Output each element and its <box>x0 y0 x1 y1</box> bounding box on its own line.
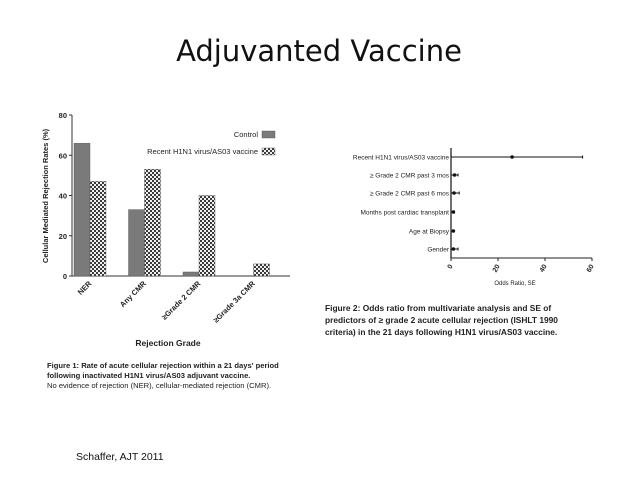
row-label: ≥ Grade 2 CMR past 6 mos <box>369 190 449 198</box>
category-label: ≥Grade 2 CMR <box>159 279 203 322</box>
row-label: ≥ Grade 2 CMR past 3 mos <box>369 172 449 180</box>
category-label: ≥Grade 3a CMR <box>211 279 257 325</box>
bar-vaccine <box>90 181 106 276</box>
bar-control <box>183 272 199 276</box>
x-axis-label: Rejection Grade <box>135 338 201 348</box>
legend-swatch <box>262 131 275 138</box>
figure2-caption-label: Figure 2: <box>325 303 361 313</box>
row-label: Months post cardiac transplant <box>360 209 449 217</box>
y-tick-label: 20 <box>58 231 67 241</box>
x-tick-label: 0 <box>446 263 455 271</box>
y-tick-label: 60 <box>58 151 67 161</box>
citation: Schaffer, AJT 2011 <box>76 451 164 463</box>
legend-label: Recent H1N1 virus/AS03 vaccine <box>147 147 258 156</box>
bar-vaccine <box>254 264 270 276</box>
y-tick-label: 0 <box>62 272 67 281</box>
legend-swatch <box>262 148 275 155</box>
figure2-caption-text: Odds ratio from multivariate analysis and SE of predictors of ≥ grade 2 acute cellular rejection (ISHLT 1990 criteria) in the 21 days following H1N1 virus/AS03 vaccine. <box>325 303 558 337</box>
figure1-caption-text: Rate of acute cellular rejection within a 21 days' period following inactivated H1N1 virus/AS03 adjuvant vaccine. <box>47 361 279 380</box>
row-label: Age at Biopsy <box>408 228 449 236</box>
y-axis-label: Cellular Mediated Rejection Rates (%) <box>41 128 50 264</box>
slide-title: Adjuvanted Vaccine <box>176 34 462 68</box>
figure1-caption <box>47 361 287 391</box>
y-tick-label: 40 <box>58 191 67 201</box>
bar-control <box>129 210 145 276</box>
figure1-caption-label: Figure 1: <box>47 361 80 370</box>
x-axis-label: Odds Ratio, SE <box>494 281 536 287</box>
figure1-caption-note: No evidence of rejection (NER), cellular-mediated rejection (CMR). <box>47 381 272 390</box>
category-label: Any CMR <box>117 279 148 309</box>
figure2-caption <box>325 302 587 338</box>
y-tick-label: 80 <box>58 111 67 120</box>
row-label: Recent H1N1 virus/AS03 vaccine <box>352 154 449 162</box>
bar-vaccine <box>199 196 215 277</box>
legend-label: Control <box>233 130 258 139</box>
x-tick-label: 40 <box>538 263 549 274</box>
row-label: Gender <box>427 246 449 254</box>
bar-control <box>74 143 90 276</box>
bar-vaccine <box>145 169 161 276</box>
x-tick-label: 60 <box>585 263 596 274</box>
category-label: NER <box>75 279 94 297</box>
x-tick-label: 20 <box>491 263 502 274</box>
